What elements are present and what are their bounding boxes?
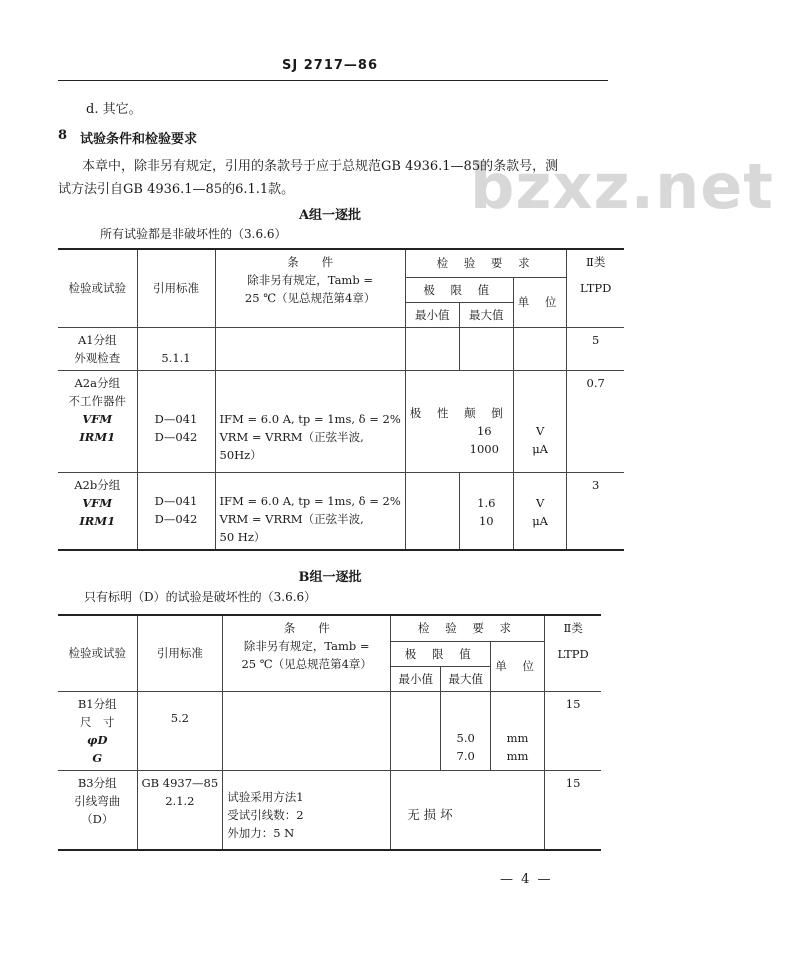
ltpd-value: 5 <box>567 327 624 370</box>
sub-label: 外观检查 <box>74 350 121 365</box>
ref-value: 2.1.2 <box>165 793 195 808</box>
cond-title: 条 件 <box>287 255 334 269</box>
cond-text: 受试引线数：2 <box>227 807 304 822</box>
cond-text: VRM = VRRM（正弦半波, <box>219 429 364 444</box>
header-unit: 单 位 <box>491 641 545 691</box>
unit-value: μA <box>532 441 548 456</box>
ref-value: D—041 <box>154 411 198 426</box>
cond-text: 试验采用方法1 <box>227 789 304 804</box>
document-code: SJ 2717—86 <box>282 58 378 73</box>
header-max: 最大值 <box>441 666 491 691</box>
table-b-note: 只有标明（D）的试验是破坏性的（3.6.6） <box>84 590 317 604</box>
section-number: 8 <box>58 128 68 143</box>
header-ref: 引用标准 <box>137 615 223 691</box>
max-value: 1000 <box>469 441 499 456</box>
unit-value: V <box>535 495 545 510</box>
ref-value: 5.1.1 <box>161 350 191 365</box>
cond-text: 50Hz） <box>219 447 262 462</box>
unit-value: μA <box>532 513 548 528</box>
table-row <box>58 327 624 370</box>
ref-value: 5.2 <box>170 710 189 725</box>
class-label: Ⅱ类 <box>563 621 583 635</box>
ltpd-label: LTPD <box>580 281 612 295</box>
header-max: 最大值 <box>459 302 513 327</box>
cond-line2: 25 ℃（见总规范第4章） <box>241 657 372 671</box>
list-item-d: d. 其它。 <box>86 102 142 117</box>
header-min: 最小值 <box>391 666 441 691</box>
max-value: 10 <box>478 513 494 528</box>
param-vfm: VFM <box>82 411 113 426</box>
param-vfm: VFM <box>82 495 113 510</box>
header-limit: 极 限 值 <box>391 641 491 666</box>
unit-value: mm <box>506 730 529 745</box>
header-rule <box>58 80 608 81</box>
header-test: 检验或试验 <box>58 249 137 327</box>
watermark: bzxz.net <box>470 150 774 223</box>
cond-text: IFM = 6.0 A, tp = 1ms, δ = 2% <box>219 493 401 508</box>
page-number: — 4 — <box>500 872 553 887</box>
result-text: 无 损 坏 <box>407 806 453 822</box>
sub-label: 引线弯曲 <box>74 793 121 808</box>
header-requirements: 检 验 要 求 <box>391 615 545 641</box>
header-min: 最小值 <box>405 302 459 327</box>
table-row <box>58 370 624 472</box>
cond-text: 外加力：5 N <box>227 825 295 840</box>
header-ref: 引用标准 <box>137 249 215 327</box>
ref-value: GB 4937—85 <box>141 775 219 790</box>
ltpd-value: 3 <box>567 472 624 550</box>
group-label: A2b分组 <box>74 477 121 492</box>
group-label: A1分组 <box>77 332 117 347</box>
header-test: 检验或试验 <box>58 615 137 691</box>
header-requirements: 检 验 要 求 <box>405 249 567 277</box>
table-a-title: A组一逐批 <box>298 208 362 223</box>
ref-value: D—041 <box>154 493 198 508</box>
cond-text: VRM = VRRM（正弦半波, <box>219 511 364 526</box>
ltpd-value: 15 <box>544 691 601 770</box>
sub-label: 尺 寸 <box>80 714 115 729</box>
table-b-title: B组一逐批 <box>298 570 362 585</box>
polarity-note: 极 性 颠 倒 <box>409 405 509 420</box>
param-irm: IRM1 <box>79 513 116 528</box>
ltpd-value: 0.7 <box>567 370 624 472</box>
param-g: G <box>92 750 103 765</box>
max-value: 16 <box>476 423 492 438</box>
table-row <box>58 691 601 770</box>
max-value: 7.0 <box>456 748 475 763</box>
unit-value: V <box>535 423 545 438</box>
cond-line2: 25 ℃（见总规范第4章） <box>244 291 376 305</box>
group-label: A2a分组 <box>74 375 120 390</box>
ltpd-value: 15 <box>544 770 601 850</box>
table-a <box>58 248 624 551</box>
table-b <box>58 614 601 851</box>
section-title: 试验条件和检验要求 <box>80 132 198 147</box>
header-class <box>544 615 601 691</box>
class-label: Ⅱ类 <box>586 255 606 269</box>
group-label: B3分组 <box>77 775 117 790</box>
header-class <box>567 249 624 327</box>
header-unit: 单 位 <box>513 277 567 327</box>
param-irm: IRM1 <box>79 429 116 444</box>
header-limit: 极 限 值 <box>405 277 513 302</box>
intro-paragraph-line2: 试方法引自GB 4936.1—85的6.1.1款。 <box>58 182 295 197</box>
group-label: B1分组 <box>77 696 117 711</box>
unit-value: mm <box>506 748 529 763</box>
cond-title: 条 件 <box>283 621 330 635</box>
header-conditions <box>223 615 391 691</box>
param-diameter: φD <box>87 732 108 747</box>
header-conditions <box>215 249 405 327</box>
cond-text: IFM = 6.0 A, tp = 1ms, δ = 2% <box>219 411 401 426</box>
cond-line1: 除非另有规定，Tamb = <box>243 639 370 653</box>
intro-paragraph-line1: 本章中，除非另有规定，引用的条款号于应于总规范GB 4936.1—85的条款号，测 <box>82 159 559 174</box>
table-a-note: 所有试验都是非破坏性的（3.6.6） <box>100 227 287 241</box>
ltpd-label: LTPD <box>557 647 589 661</box>
sub-label: （D） <box>81 811 114 826</box>
ref-value: D—042 <box>154 511 198 526</box>
cond-text: 50 Hz） <box>219 529 266 544</box>
max-value: 1.6 <box>477 495 496 510</box>
table-row <box>58 770 601 850</box>
table-row <box>58 472 624 550</box>
sub-label: 不工作器件 <box>68 393 126 408</box>
cond-line1: 除非另有规定，Tamb = <box>247 273 373 287</box>
ref-value: D—042 <box>154 429 198 444</box>
max-value: 5.0 <box>456 730 475 745</box>
